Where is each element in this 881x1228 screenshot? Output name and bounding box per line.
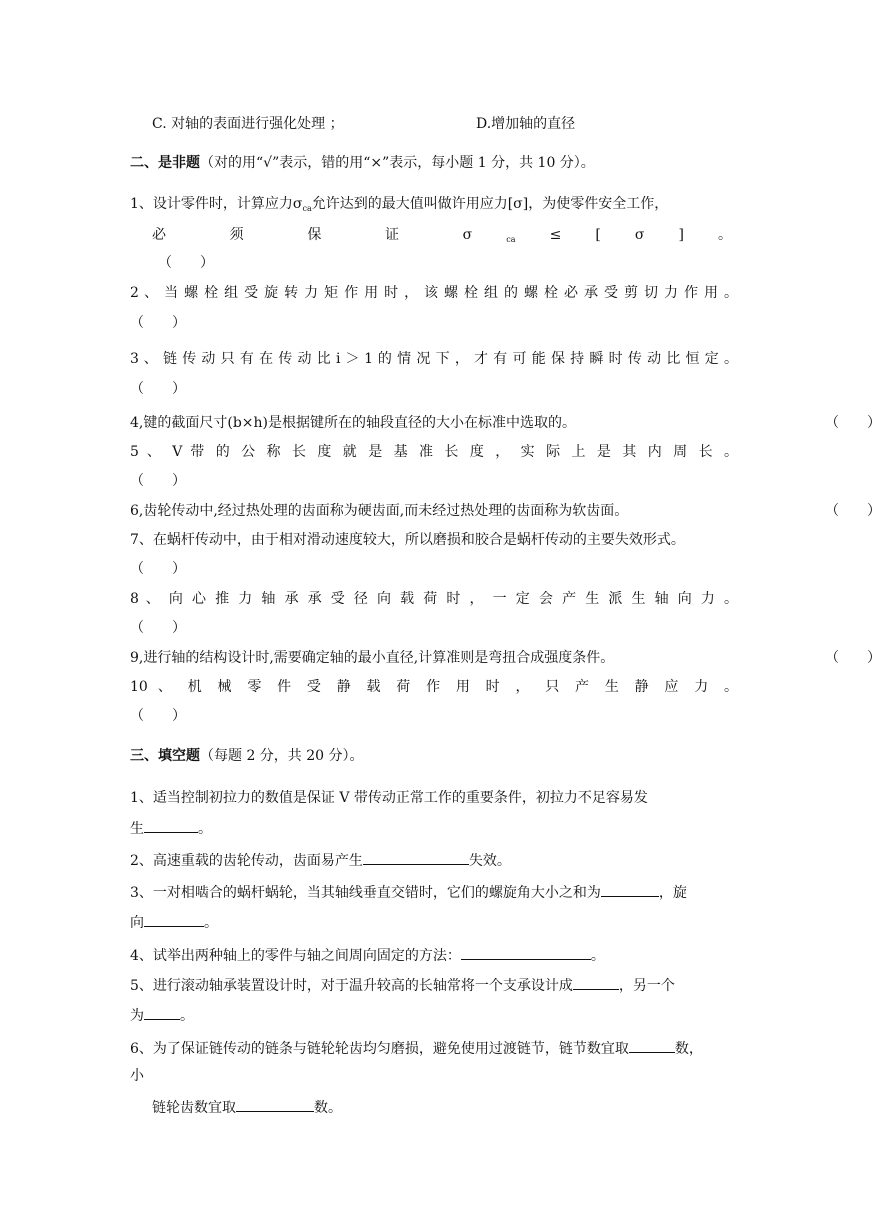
- fill-q5-cont: 为 。: [130, 1005, 738, 1026]
- fill-q4-blank[interactable]: [461, 945, 591, 960]
- tf-item-10-paren[interactable]: （ ）: [130, 708, 186, 724]
- tf-item-7-paren[interactable]: （ ）: [130, 561, 186, 577]
- fill-q5-blank-1[interactable]: [573, 975, 619, 990]
- fill-q5-blank-2[interactable]: [144, 1005, 180, 1020]
- section3-title: 三、填空题: [130, 748, 200, 764]
- fill-q3-blank-2[interactable]: [144, 912, 204, 927]
- fill-q6-blank-2[interactable]: [236, 1097, 314, 1112]
- tf-item-2-paren[interactable]: （ ）: [130, 315, 186, 331]
- tf-item-9-paren[interactable]: （ ）: [825, 650, 881, 666]
- section2-header: [130, 153, 738, 173]
- fill-q1-cont: 生 。: [130, 818, 738, 839]
- fill-q2-blank[interactable]: [363, 850, 469, 865]
- tf-item-2: 2 、 当 螺 栓 组 受 旋 转 力 矩 作 用 时 ， 该 螺 栓 组 的 螺 栓 必 承 受 剪 切 力 作 用 。: [130, 285, 738, 301]
- fill-q6: 6、为了保证链传动的链条与链轮轮齿均匀磨损，避免使用过渡链节，链节数宜取 数，: [130, 1038, 738, 1059]
- fill-q1-blank[interactable]: [144, 818, 198, 833]
- tf-item-8-paren[interactable]: （ ）: [130, 620, 186, 636]
- tf-item-10: 10 、 机 械 零 件 受 静 载 荷 作 用 时 ， 只 产 生 静 应 力 。: [130, 679, 738, 695]
- fill-q2: 2、高速重载的齿轮传动，齿面易产生 失效。: [130, 850, 738, 871]
- fill-q6-blank-1[interactable]: [629, 1038, 675, 1053]
- fill-q6-cont: 小: [130, 1068, 144, 1084]
- tf-item-7: 7、在蜗杆传动中，由于相对滑动速度较大，所以磨损和胶合是蜗杆传动的主要失效形式。: [130, 532, 685, 548]
- tf-item-3: 3 、 链 传 动 只 有 在 传 动 比 i ＞ 1 的 情 况 下 ， 才 有 可 能 保 持 瞬 时 传 动 比 恒 定 。: [130, 351, 738, 367]
- option-c: C. 对轴的表面进行强化处理 ；: [152, 116, 344, 132]
- fill-q4: 4、试举出两种轴上的零件与轴之间周向固定的方法： 。: [130, 945, 738, 966]
- fill-q3-blank-1[interactable]: [601, 882, 659, 897]
- tf-item-9: 9,进行轴的结构设计时,需要确定轴的最小直径,计算准则是弯扭合成强度条件。 （ ）: [130, 650, 881, 666]
- tf-item-8: 8 、 向 心 推 力 轴 承 承 受 径 向 载 荷 时 ， 一 定 会 产 生 派 生 轴 向 力 。: [130, 591, 738, 607]
- tf-item-1: 1、设计零件时，计算应力$\sigma_{ca}$允许达到的最大值叫做许用应力[σ]，为使零件安全工作，: [130, 196, 669, 213]
- tf-item-3-paren[interactable]: （ ）: [130, 381, 186, 397]
- section3-note: （每题 2 分，共 20 分）。: [200, 748, 364, 764]
- fill-q3-cont: 向 。: [130, 912, 738, 933]
- fill-q3: 3、一对相啮合的蜗杆蜗轮，当其轴线垂直交错时，它们的螺旋角大小之和为 ，旋: [130, 882, 738, 903]
- tf-item-4: 4,键的截面尺寸(b×h)是根据键所在的轴段直径的大小在标准中选取的。 （ ）: [130, 415, 881, 431]
- tf-item-1-paren[interactable]: （ ）: [158, 255, 214, 271]
- section3-header: [130, 746, 738, 766]
- tf-item-6-paren[interactable]: （ ）: [825, 503, 881, 519]
- option-d-line: [476, 114, 676, 134]
- tf-item-1-cont: 必 须 保 证 σ $_{ca}$ ≤ [ σ ] 。: [152, 227, 733, 244]
- fill-q6-cont2: 链轮齿数宜取 数。: [152, 1097, 760, 1118]
- tf-item-6: 6,齿轮传动中,经过热处理的齿面称为硬齿面,而未经过热处理的齿面称为软齿面。 （ ）: [130, 503, 881, 519]
- fill-q1: 1、适当控制初拉力的数值是保证 V 带传动正常工作的重要条件，初拉力不足容易发: [130, 790, 648, 806]
- section2-note: （对的用“√”表示，错的用“×”表示，每小题 1 分，共 10 分）。: [200, 155, 595, 171]
- fill-q5: 5、进行滚动轴承装置设计时，对于温升较高的长轴常将一个支承设计成 ，另一个: [130, 975, 738, 996]
- option-d: D.增加轴的直径: [476, 116, 576, 132]
- tf-item-5-paren[interactable]: （ ）: [130, 473, 186, 489]
- tf-item-4-paren[interactable]: （ ）: [825, 415, 881, 431]
- tf-item-5: 5 、 V 带 的 公 称 长 度 就 是 基 准 长 度 ， 实 际 上 是 其 内 周 长 。: [130, 444, 738, 460]
- section2-title: 二、是非题: [130, 155, 200, 171]
